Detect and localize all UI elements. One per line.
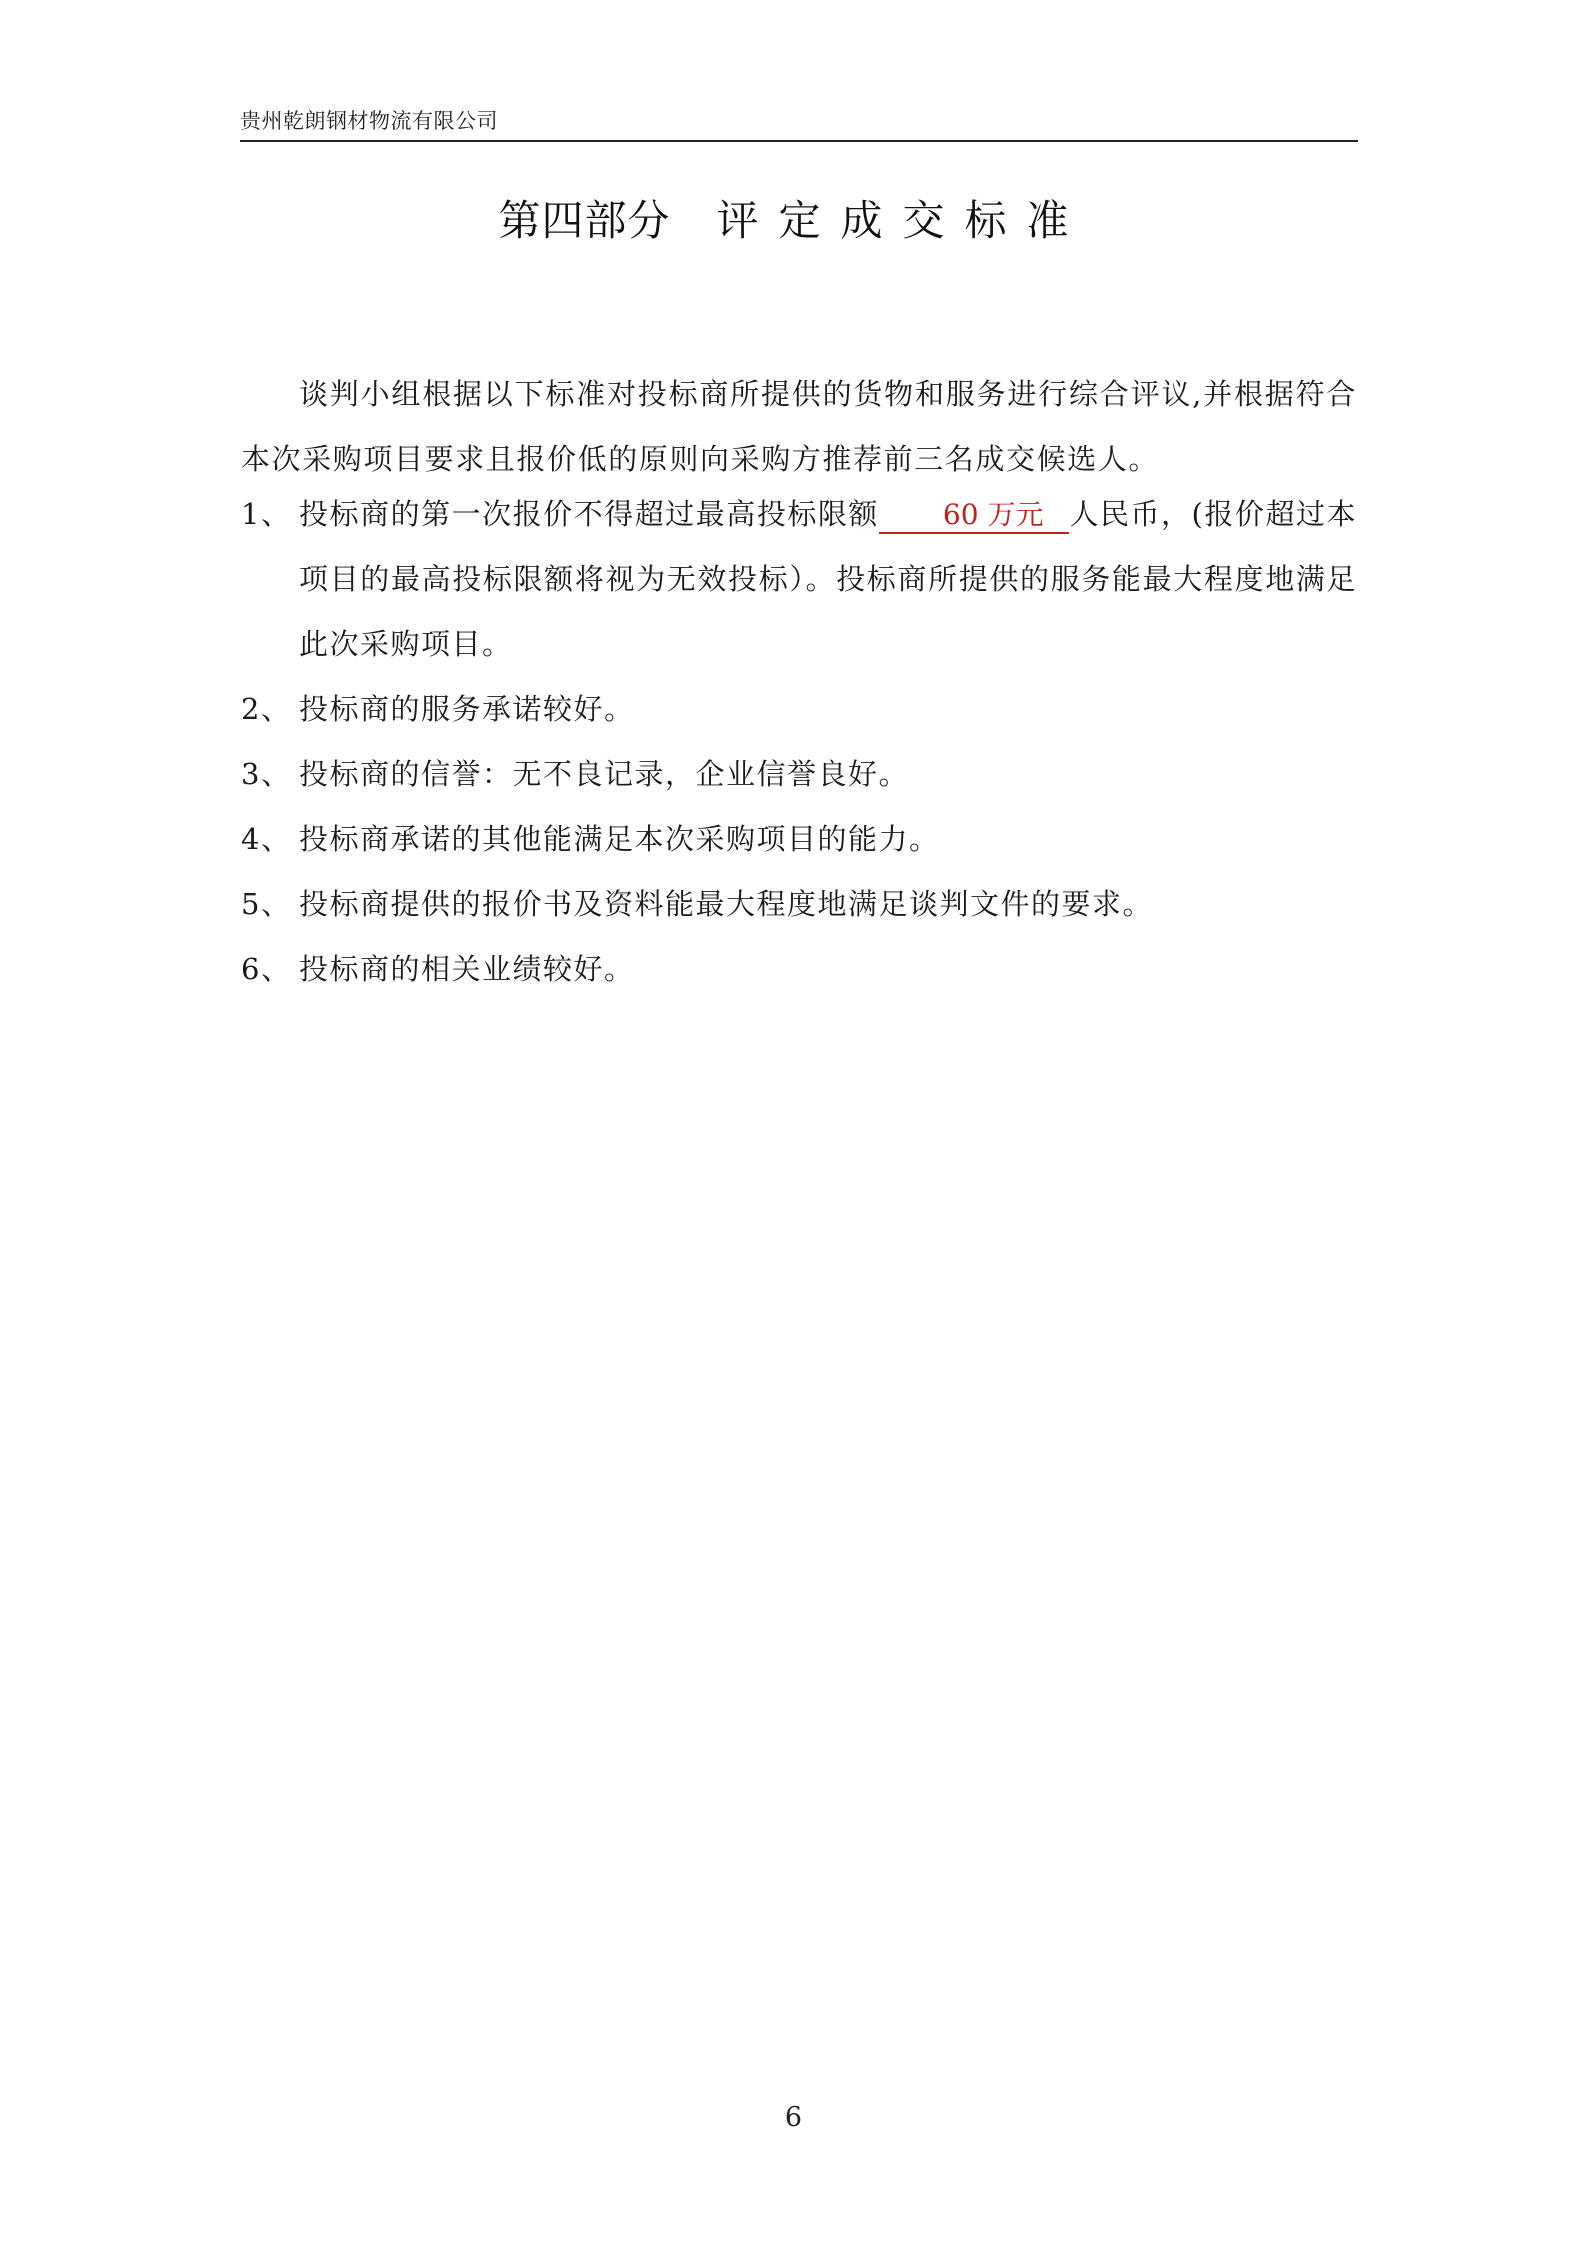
criterion-text: 投标商的信誉：无不良记录，企业信誉良好。 (299, 757, 910, 791)
criterion-item-1 (241, 482, 1357, 677)
criterion-item-5 (241, 872, 1357, 937)
criterion-number: 4、 (241, 822, 292, 856)
criterion-text (299, 482, 1357, 677)
criterion-text-before-amount: 投标商的第一次报价不得超过最高投标限额 (299, 497, 879, 531)
header-company-name: 贵州乾朗钢材物流有限公司 (240, 109, 498, 133)
criterion-item-4 (241, 807, 1357, 872)
criterion-number: 3、 (241, 757, 292, 791)
page-number: 6 (784, 2102, 803, 2133)
criteria-list (241, 482, 1357, 1002)
criterion-item-6 (241, 937, 1357, 1002)
criterion-number: 2、 (241, 692, 292, 726)
criterion-number: 6、 (241, 952, 292, 986)
section-part-label: 第四部分 (498, 196, 671, 245)
criterion-text: 投标商承诺的其他能满足本次采购项目的能力。 (299, 822, 940, 856)
criterion-text-after-amount: 人民币，(报价超过本项目的最高投标限额将视为无效投标）。投标商所提供的服务能最大程度地满足此次采购项目。 (299, 497, 1357, 661)
criterion-number: 1、 (241, 497, 292, 531)
section-subject: 评定成交标准 (716, 196, 1089, 245)
criterion-text: 投标商的相关业绩较好。 (299, 952, 635, 986)
criterion-number: 5、 (241, 887, 292, 921)
criterion-item-3 (241, 742, 1357, 807)
criterion-text: 投标商提供的报价书及资料能最大程度地满足谈判文件的要求。 (299, 887, 1154, 921)
page-header (240, 108, 1358, 142)
criterion-text: 投标商的服务承诺较好。 (299, 692, 635, 726)
intro-paragraph: 谈判小组根据以下标准对投标商所提供的货物和服务进行综合评议,并根据符合本次采购项目要求且报价低的原则向采购方推荐前三名成交候选人。 (241, 377, 1357, 476)
criterion-item-2 (241, 677, 1357, 742)
bid-limit-amount: 60 万元 (879, 498, 1070, 534)
section-title (0, 193, 1587, 249)
